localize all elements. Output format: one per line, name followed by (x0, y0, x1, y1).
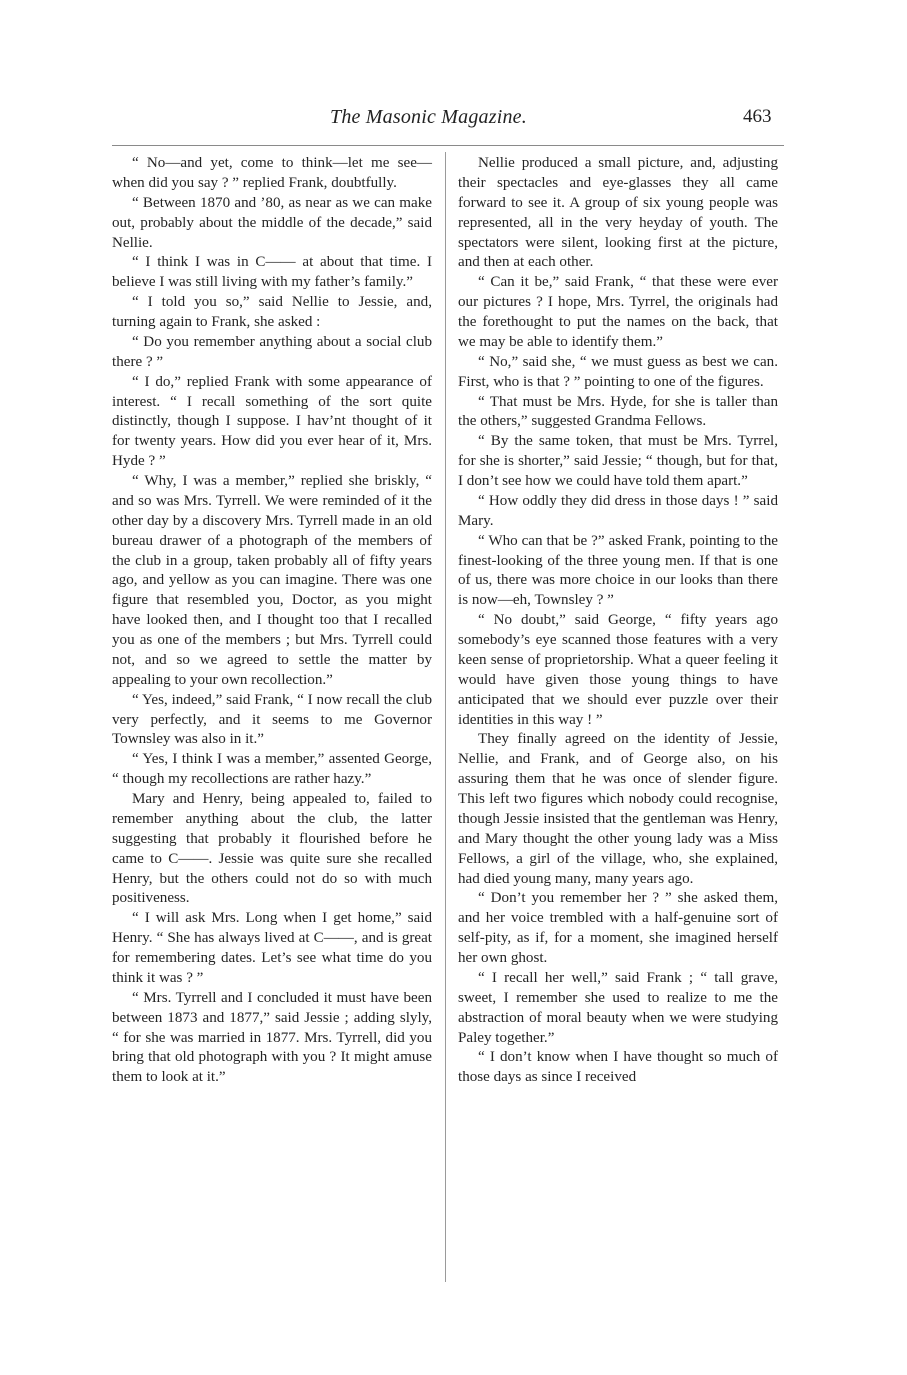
paragraph: They finally agreed on the identity of Jessie, Nellie, and Frank, and of George also, on his assuring them that he was once of slender figure. This left two figures which nobody could recognise, though Jessie insisted that the gentleman was Henry, and Mary thought the other young lady was a Miss Fellows, a girl of the village, who, she explained, had died young many, many years ago. (458, 731, 778, 887)
page-number: 463 (743, 106, 772, 127)
paragraph: “ I told you so,” said Nellie to Jessie, and, turning again to Frank, she asked : (112, 294, 432, 330)
paragraph: “ No,” said she, “ we must guess as best we can. First, who is that ? ” pointing to one of the figures. (458, 353, 778, 390)
paragraph: “ I think I was in C—— at about that time. I believe I was still living with my father’s family.” (112, 254, 432, 291)
paragraph: “ I don’t know when I have thought so much of those days as since I received (458, 1049, 778, 1086)
paragraph: “ Yes, I think I was a member,” assented George, “ though my recollections are rather hazy.” (112, 751, 432, 788)
paragraph: Mary and Henry, being appealed to, failed to remember anything about the club, the latter suggesting that probably it flourished before he came to C——. Jessie was quite sure she recalled Henry, but the others could not do so with much positiveness. (112, 791, 432, 907)
column-divider (445, 152, 446, 1282)
paragraph: “ Can it be,” said Frank, “ that these were ever our pictures ? I hope, Mrs. Tyrrel, the originals had the forethought to put the names on the back, that we may be able to identify them.” (458, 274, 778, 350)
paragraph: “ I will ask Mrs. Long when I get home,” said Henry. “ She has always lived at C——, and is great for remembering dates. Let’s see what time do you think it was ? ” (112, 910, 432, 986)
right-column (458, 154, 778, 1088)
paragraph: “ No doubt,” said George, “ fifty years ago somebody’s eye scanned those features with a very keen sense of proprietorship. What a queer feeling it would have given those young things to have anticipated that we should ever puzzle over their identities in this way ! ” (458, 612, 778, 728)
paragraph: “ By the same token, that must be Mrs. Tyrrel, for she is shorter,” said Jessie; “ though, but for that, I don’t see how we could have told them apart.” (458, 433, 778, 489)
paragraph: “ I recall her well,” said Frank ; “ tall grave, sweet, I remember she used to realize to me the abstraction of moral beauty when we were studying Paley together.” (458, 969, 778, 1046)
paragraph: “ Don’t you remember her ? ” she asked them, and her voice trembled with a half-genuine sort of self-pity, as if, for a moment, she imagined herself her own ghost. (458, 890, 778, 966)
paragraph: “ Yes, indeed,” said Frank, “ I now recall the club very perfectly, and it seems to me Governor Townsley was also in it.” (112, 691, 432, 748)
paragraph: “ Mrs. Tyrrell and I concluded it must have been between 1873 and 1877,” said Jessie ; adding slyly, “ for she was married in 1877. Mrs. Tyrrell, did you bring that old photograph with you ? It might amuse them to look at it.” (112, 989, 432, 1086)
running-title: The Masonic Magazine. (330, 106, 527, 128)
paragraph: “ I do,” replied Frank with some appearance of interest. “ I recall something of the sort quite distinctly, though I suppose. I hav’nt thought of it for twenty years. How did you ever hear of it, Mrs. Hyde ? ” (112, 373, 432, 470)
paragraph: “ How oddly they did dress in those days ! ” said Mary. (458, 492, 778, 529)
paragraph: “ Do you remember anything about a social club there ? ” (112, 333, 432, 370)
paragraph: “ No—and yet, come to think—let me see—when did you say ? ” replied Frank, doubtfully. (112, 155, 432, 191)
left-column (112, 154, 432, 1088)
paragraph: “ Between 1870 and ’80, as near as we can make out, probably about the middle of the decade,” said Nellie. (112, 194, 432, 251)
paragraph: Nellie produced a small picture, and, adjusting their spectacles and eye-glasses they all came forward to see it. A group of six young people was represented, all in the very heyday of youth. The spectators were silent, looking first at the picture, and then at each other. (458, 155, 778, 271)
paragraph: “ Who can that be ?” asked Frank, pointing to the finest-looking of the three young men. If that is one of us, there was more choice in our looks than there is now—eh, Townsley ? ” (458, 532, 778, 609)
paragraph: “ Why, I was a member,” replied she briskly, “ and so was Mrs. Tyrrell. We were reminded of it the other day by a discovery Mrs. Tyrrell made in an old bureau drawer of a photograph of the members of the club in a group, taken probably all of fifty years ago, and yellow as you can imagine. There was one figure that resembled you, Doctor, as you might have looked then, and I thought too that I recalled you as one of the members ; but Mrs. Tyrrell could not, and so we agreed to settle the matter by appealing to your own recollection.” (112, 473, 432, 688)
paragraph: “ That must be Mrs. Hyde, for she is taller than the others,” suggested Grandma Fellows. (458, 393, 778, 430)
header-rule (112, 145, 784, 146)
